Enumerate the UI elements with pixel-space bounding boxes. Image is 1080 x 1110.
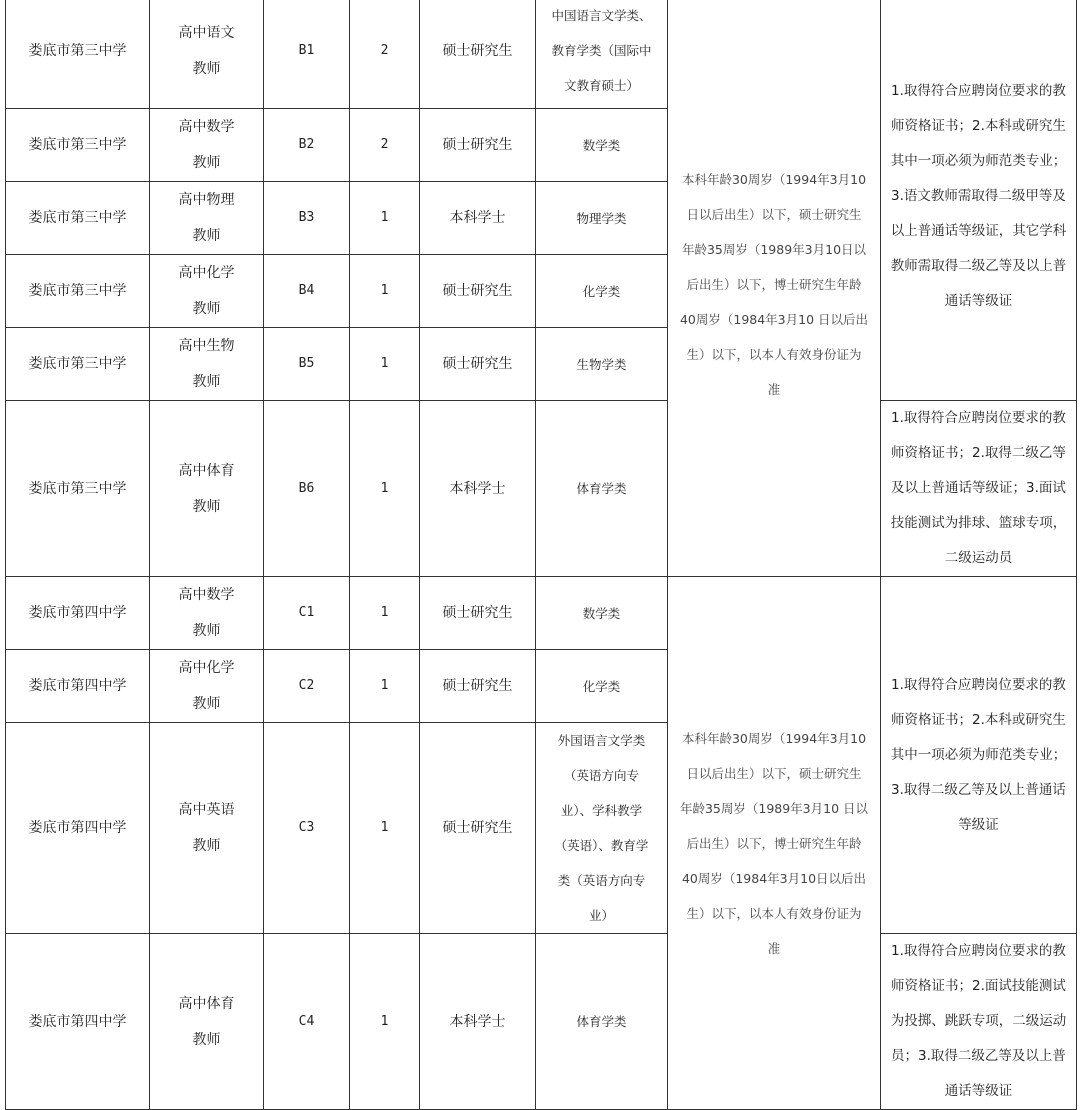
code-cell: B6 [264,401,350,577]
count-cell: 2 [350,109,420,182]
recruitment-table [5,0,1077,1110]
code-cell: C2 [264,650,350,723]
code-cell: B1 [264,0,350,109]
table-row [6,577,1077,650]
education-cell: 硕士研究生 [420,723,536,934]
major-cell: 化学类 [536,650,668,723]
school-cell: 娄底市第四中学 [6,650,150,723]
other-requirement-cell: 1.取得符合应聘岗位要求的教 师资格证书；2.本科或研究生 其中一项必须为师范类专业； 3.语文教师需取得二级甲等及 以上普通话等级证，其它学科 教师需取得二级乙等及以上普 通话等级证 [881,0,1077,401]
school-cell: 娄底市第三中学 [6,255,150,328]
table-row [6,0,1077,109]
education-cell: 本科学士 [420,934,536,1110]
education-cell: 本科学士 [420,182,536,255]
education-cell: 硕士研究生 [420,650,536,723]
education-cell: 本科学士 [420,401,536,577]
major-cell: 体育学类 [536,934,668,1110]
position-cell: 高中生物 教师 [150,328,264,401]
count-cell: 1 [350,401,420,577]
code-cell: B4 [264,255,350,328]
count-cell: 1 [350,934,420,1110]
school-cell: 娄底市第四中学 [6,577,150,650]
count-cell: 1 [350,328,420,401]
education-cell: 硕士研究生 [420,577,536,650]
code-cell: C1 [264,577,350,650]
count-cell: 1 [350,650,420,723]
school-cell: 娄底市第四中学 [6,723,150,934]
code-cell: B3 [264,182,350,255]
count-cell: 1 [350,182,420,255]
major-cell: 化学类 [536,255,668,328]
position-cell: 高中物理 教师 [150,182,264,255]
major-cell: 数学类 [536,109,668,182]
age-requirement-cell: 本科年龄30周岁（1994年3月10 日以后出生）以下，硕士研究生 年龄35周岁（1989年3月10 日以 后出生）以下，博士研究生年龄 40周岁（1984年3月10日以后出 生）以下，以本人有效身份证为 准 [668,577,881,1110]
major-cell: 生物学类 [536,328,668,401]
code-cell: C4 [264,934,350,1110]
major-cell: 物理学类 [536,182,668,255]
count-cell: 1 [350,577,420,650]
education-cell: 硕士研究生 [420,109,536,182]
school-cell: 娄底市第三中学 [6,0,150,109]
major-cell: 中国语言文学类、 教育学类（国际中 文教育硕士） [536,0,668,109]
count-cell: 1 [350,723,420,934]
position-cell: 高中语文 教师 [150,0,264,109]
school-cell: 娄底市第三中学 [6,401,150,577]
position-cell: 高中英语 教师 [150,723,264,934]
code-cell: C3 [264,723,350,934]
position-cell: 高中数学 教师 [150,577,264,650]
education-cell: 硕士研究生 [420,328,536,401]
position-cell: 高中体育 教师 [150,934,264,1110]
age-requirement-cell: 本科年龄30周岁（1994年3月10 日以后出生）以下，硕士研究生 年龄35周岁（1989年3月10日以 后出生）以下，博士研究生年龄 40周岁（1984年3月10 日以后出 生）以下，以本人有效身份证为 准 [668,0,881,577]
education-cell: 硕士研究生 [420,255,536,328]
position-cell: 高中体育 教师 [150,401,264,577]
school-cell: 娄底市第三中学 [6,328,150,401]
table-row [6,401,1077,577]
school-cell: 娄底市第四中学 [6,934,150,1110]
education-cell: 硕士研究生 [420,0,536,109]
count-cell: 1 [350,255,420,328]
major-cell: 体育学类 [536,401,668,577]
position-cell: 高中化学 教师 [150,650,264,723]
table-row [6,934,1077,1110]
school-cell: 娄底市第三中学 [6,109,150,182]
code-cell: B5 [264,328,350,401]
pe-requirement-cell: 1.取得符合应聘岗位要求的教 师资格证书；2.面试技能测试 为投掷、跳跃专项，二级运动 员；3.取得二级乙等及以上普 通话等级证 [881,934,1077,1110]
major-cell: 外国语言文学类 （英语方向专 业）、学科教学 （英语）、教育学 类（英语方向专 业） [536,723,668,934]
other-requirement-cell: 1.取得符合应聘岗位要求的教 师资格证书；2.本科或研究生 其中一项必须为师范类专业； 3.取得二级乙等及以上普通话 等级证 [881,577,1077,934]
code-cell: B2 [264,109,350,182]
major-cell: 数学类 [536,577,668,650]
position-cell: 高中数学 教师 [150,109,264,182]
count-cell: 2 [350,0,420,109]
position-cell: 高中化学 教师 [150,255,264,328]
pe-requirement-cell: 1.取得符合应聘岗位要求的教 师资格证书；2.取得二级乙等 及以上普通话等级证；3.面试 技能测试为排球、篮球专项， 二级运动员 [881,401,1077,577]
school-cell: 娄底市第三中学 [6,182,150,255]
